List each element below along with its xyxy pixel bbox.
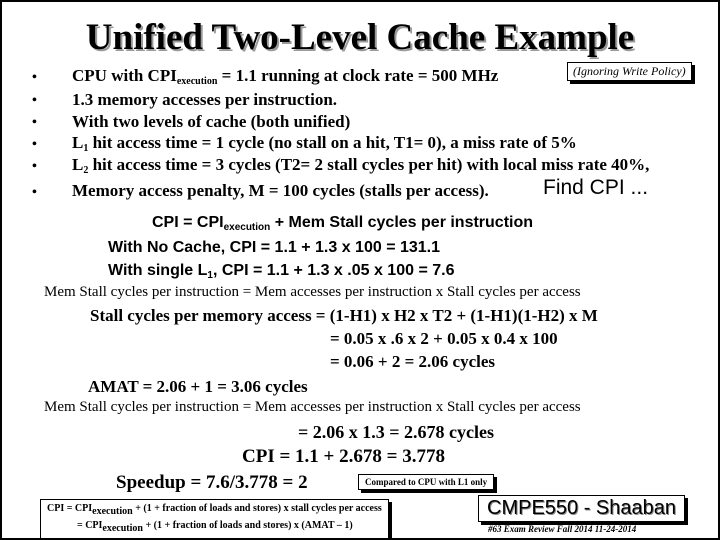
- bullet-l2-hit-time: $L_2$ hit access time = 3 cycles (T2= 2 stall cycles per hit) with local miss rate 40%,: [72, 155, 650, 176]
- slide-footer: #63 Exam Review Fall 2014 11-24-2014: [488, 524, 637, 534]
- mem-stall-definition-2: Mem Stall cycles per instruction = Mem accesses per instruction x Stall cycles per access: [44, 399, 581, 415]
- compared-to-l1-note: Compared to CPU with L1 only: [358, 474, 494, 490]
- bullet-cpu-cpi: CPU with $CPI_{execution} = 1.1$ running at clock rate = 500 MHz: [72, 66, 499, 87]
- bullet-dot: •: [32, 93, 37, 108]
- stall-result-line: = 0.06 + 2 = 2.06 cycles: [330, 352, 496, 371]
- mem-stall-result-line: = 2.06 x 1.3 = 2.678 cycles: [298, 422, 494, 442]
- bullet-two-levels: With two levels of cache (both unified): [72, 112, 351, 131]
- cpi-formula-line-1: CPI = $CPI_{execution} + (1$ + fraction of loads and stores) x stall cycles per access: [47, 503, 382, 517]
- speedup-line: Speedup = 7.6/3.778 = 2: [116, 472, 308, 493]
- ignoring-write-policy-note: (Ignoring Write Policy): [567, 62, 692, 81]
- stall-cycles-per-access-line: Stall cycles per memory access = (1-H1) x H2 x T2 + (1-H1)(1-H2) x M: [90, 306, 598, 325]
- bullet-dot: •: [32, 159, 37, 174]
- cpi-no-cache-line: With No Cache, CPI = 1.1 + 1.3 x 100 = 131.1: [108, 239, 441, 256]
- bullet-memory-accesses: 1.3 memory accesses per instruction.: [72, 90, 338, 109]
- bullet-dot: •: [32, 115, 37, 130]
- cpi-formula-line-2: = $CPI_{execution} + (1$ + fraction of loads and stores) x (AMAT – 1): [77, 520, 353, 534]
- bullet-dot: •: [32, 137, 37, 152]
- bullet-l1-hit-time: $L_1$ hit access time = 1 cycle (no stall on a hit, T1= 0), a miss rate of 5%: [72, 133, 577, 154]
- mem-stall-definition-1: Mem Stall cycles per instruction = Mem accesses per instruction x Stall cycles per access: [44, 284, 581, 300]
- stall-calc-line: = 0.05 x .6 x 2 + 0.05 x 0.4 x 100: [330, 329, 558, 348]
- course-brand-box: CMPE550 - Shaaban: [478, 495, 685, 522]
- bullet-dot: •: [32, 185, 37, 200]
- amat-line: AMAT = 2.06 + 1 = 3.06 cycles: [88, 377, 308, 396]
- bullet-memory-penalty: Memory access penalty, M = 100 cycles (stalls per access).: [72, 181, 489, 200]
- slide-title: Unified Two-Level Cache Example: [85, 17, 635, 58]
- cpi-formula-line: CPI = $CPI_{execution}$ + Mem Stall cycles per instruction: [152, 214, 534, 233]
- bullet-dot: •: [32, 70, 37, 85]
- find-cpi-text: Find CPI ...: [543, 176, 649, 199]
- cpi-single-l1-line: With single $L_1$, CPI = 1.1 + 1.3 x .05 x 100 = 7.6: [108, 262, 455, 281]
- cpi-formula-box: [40, 499, 389, 539]
- final-cpi-line: CPI = 1.1 + 2.678 = 3.778: [242, 446, 445, 467]
